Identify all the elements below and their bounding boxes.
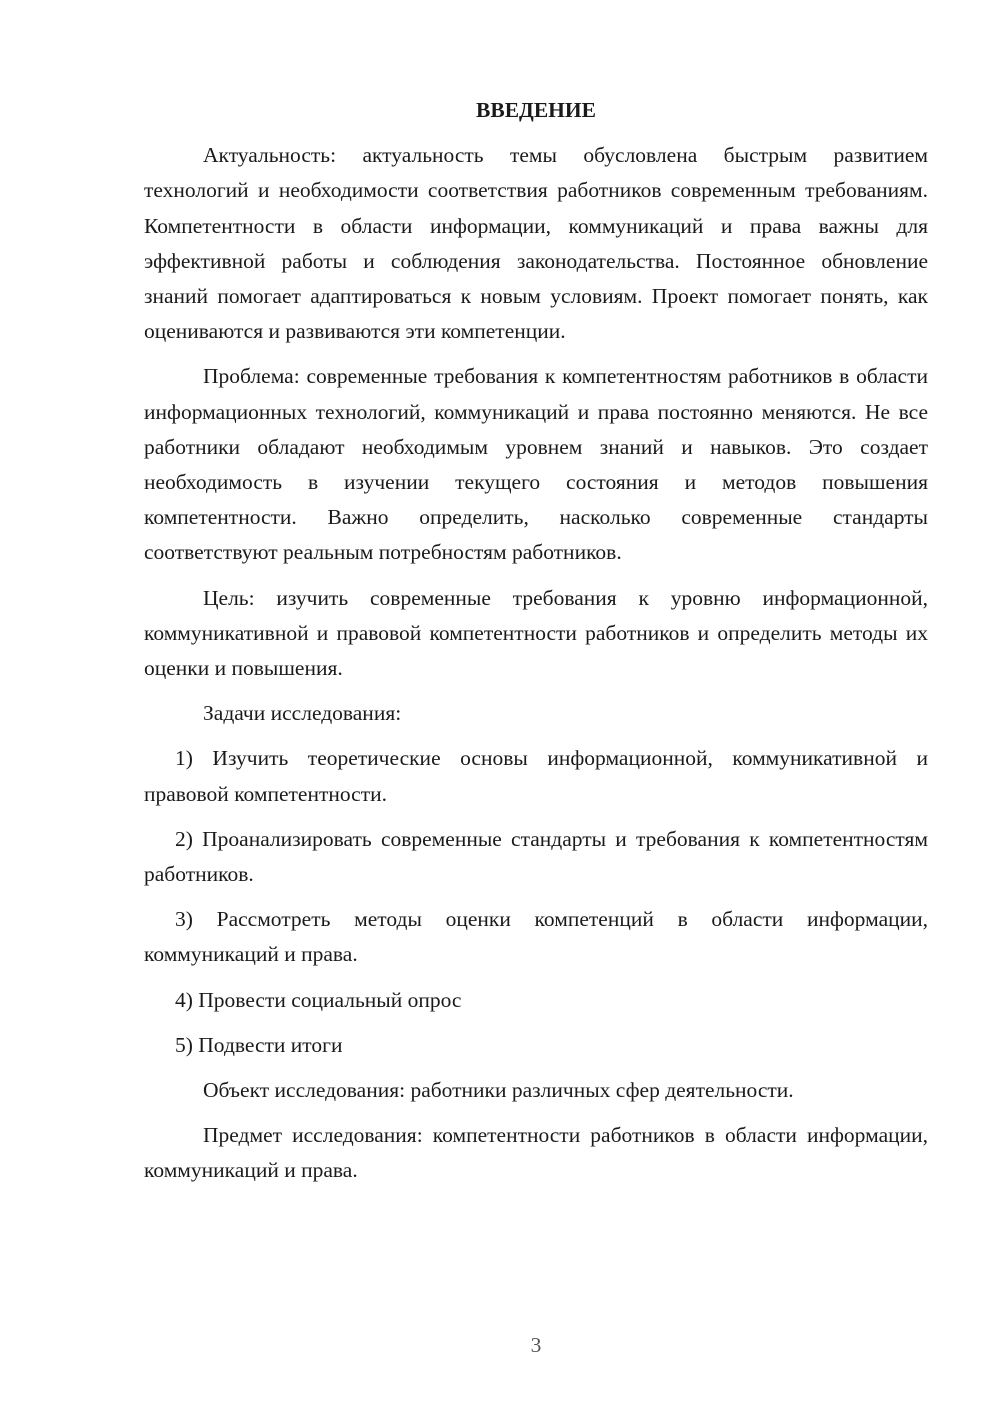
section-title: ВВЕДЕНИЕ [476, 98, 596, 122]
task-item-1: 1) Изучить теоретические основы информационной, коммуникативной и правовой компетентности. [144, 746, 928, 806]
tasks-heading: Задачи исследования: [203, 701, 402, 726]
page-number: 3 [530, 1333, 542, 1357]
task-item-4: 4) Провести социальный опрос [175, 987, 462, 1012]
document-page [144, 93, 928, 1199]
paragraph-goal: Цель: изучить современные требования к уровню информационной, коммуникативной и правовой компетентности работников и определить методы их оценки и повышения. [144, 585, 928, 681]
paragraph-problem: Проблема: современные требования к компетентностям работников в области информационных технологий, коммуникаций и права постоянно меняются. Не все работники обладают необходимым уровнем знаний и навыков. Это создает необходимость в изучении текущего состояния и методов повышения компетентности. Важно определить, насколько современные стандарты соответствуют реальным потребностям работников. [144, 364, 928, 565]
task-item-3: 3) Рассмотреть методы оценки компетенций в области информации, коммуникаций и права. [144, 907, 928, 967]
paragraph-relevance: Актуальность: актуальность темы обусловлена быстрым развитием технологий и необходимости соответствия работников современным требованиям. Компетентности в области информации, коммуникаций и права важны для эффективной работы и соблюдения законодательства. Постоянное обновление знаний помогает адаптироваться к новым условиям. Проект помогает понять, как оцениваются и развиваются эти компетенции. [144, 143, 928, 344]
paragraph-object: Объект исследования: работники различных сфер деятельности. [203, 1078, 794, 1103]
paragraph-subject: Предмет исследования: компетентности работников в области информации, коммуникаций и права. [144, 1123, 928, 1183]
task-item-5: 5) Подвести итоги [175, 1032, 343, 1057]
task-item-2: 2) Проанализировать современные стандарты и требования к компетентностям работников. [144, 826, 928, 887]
